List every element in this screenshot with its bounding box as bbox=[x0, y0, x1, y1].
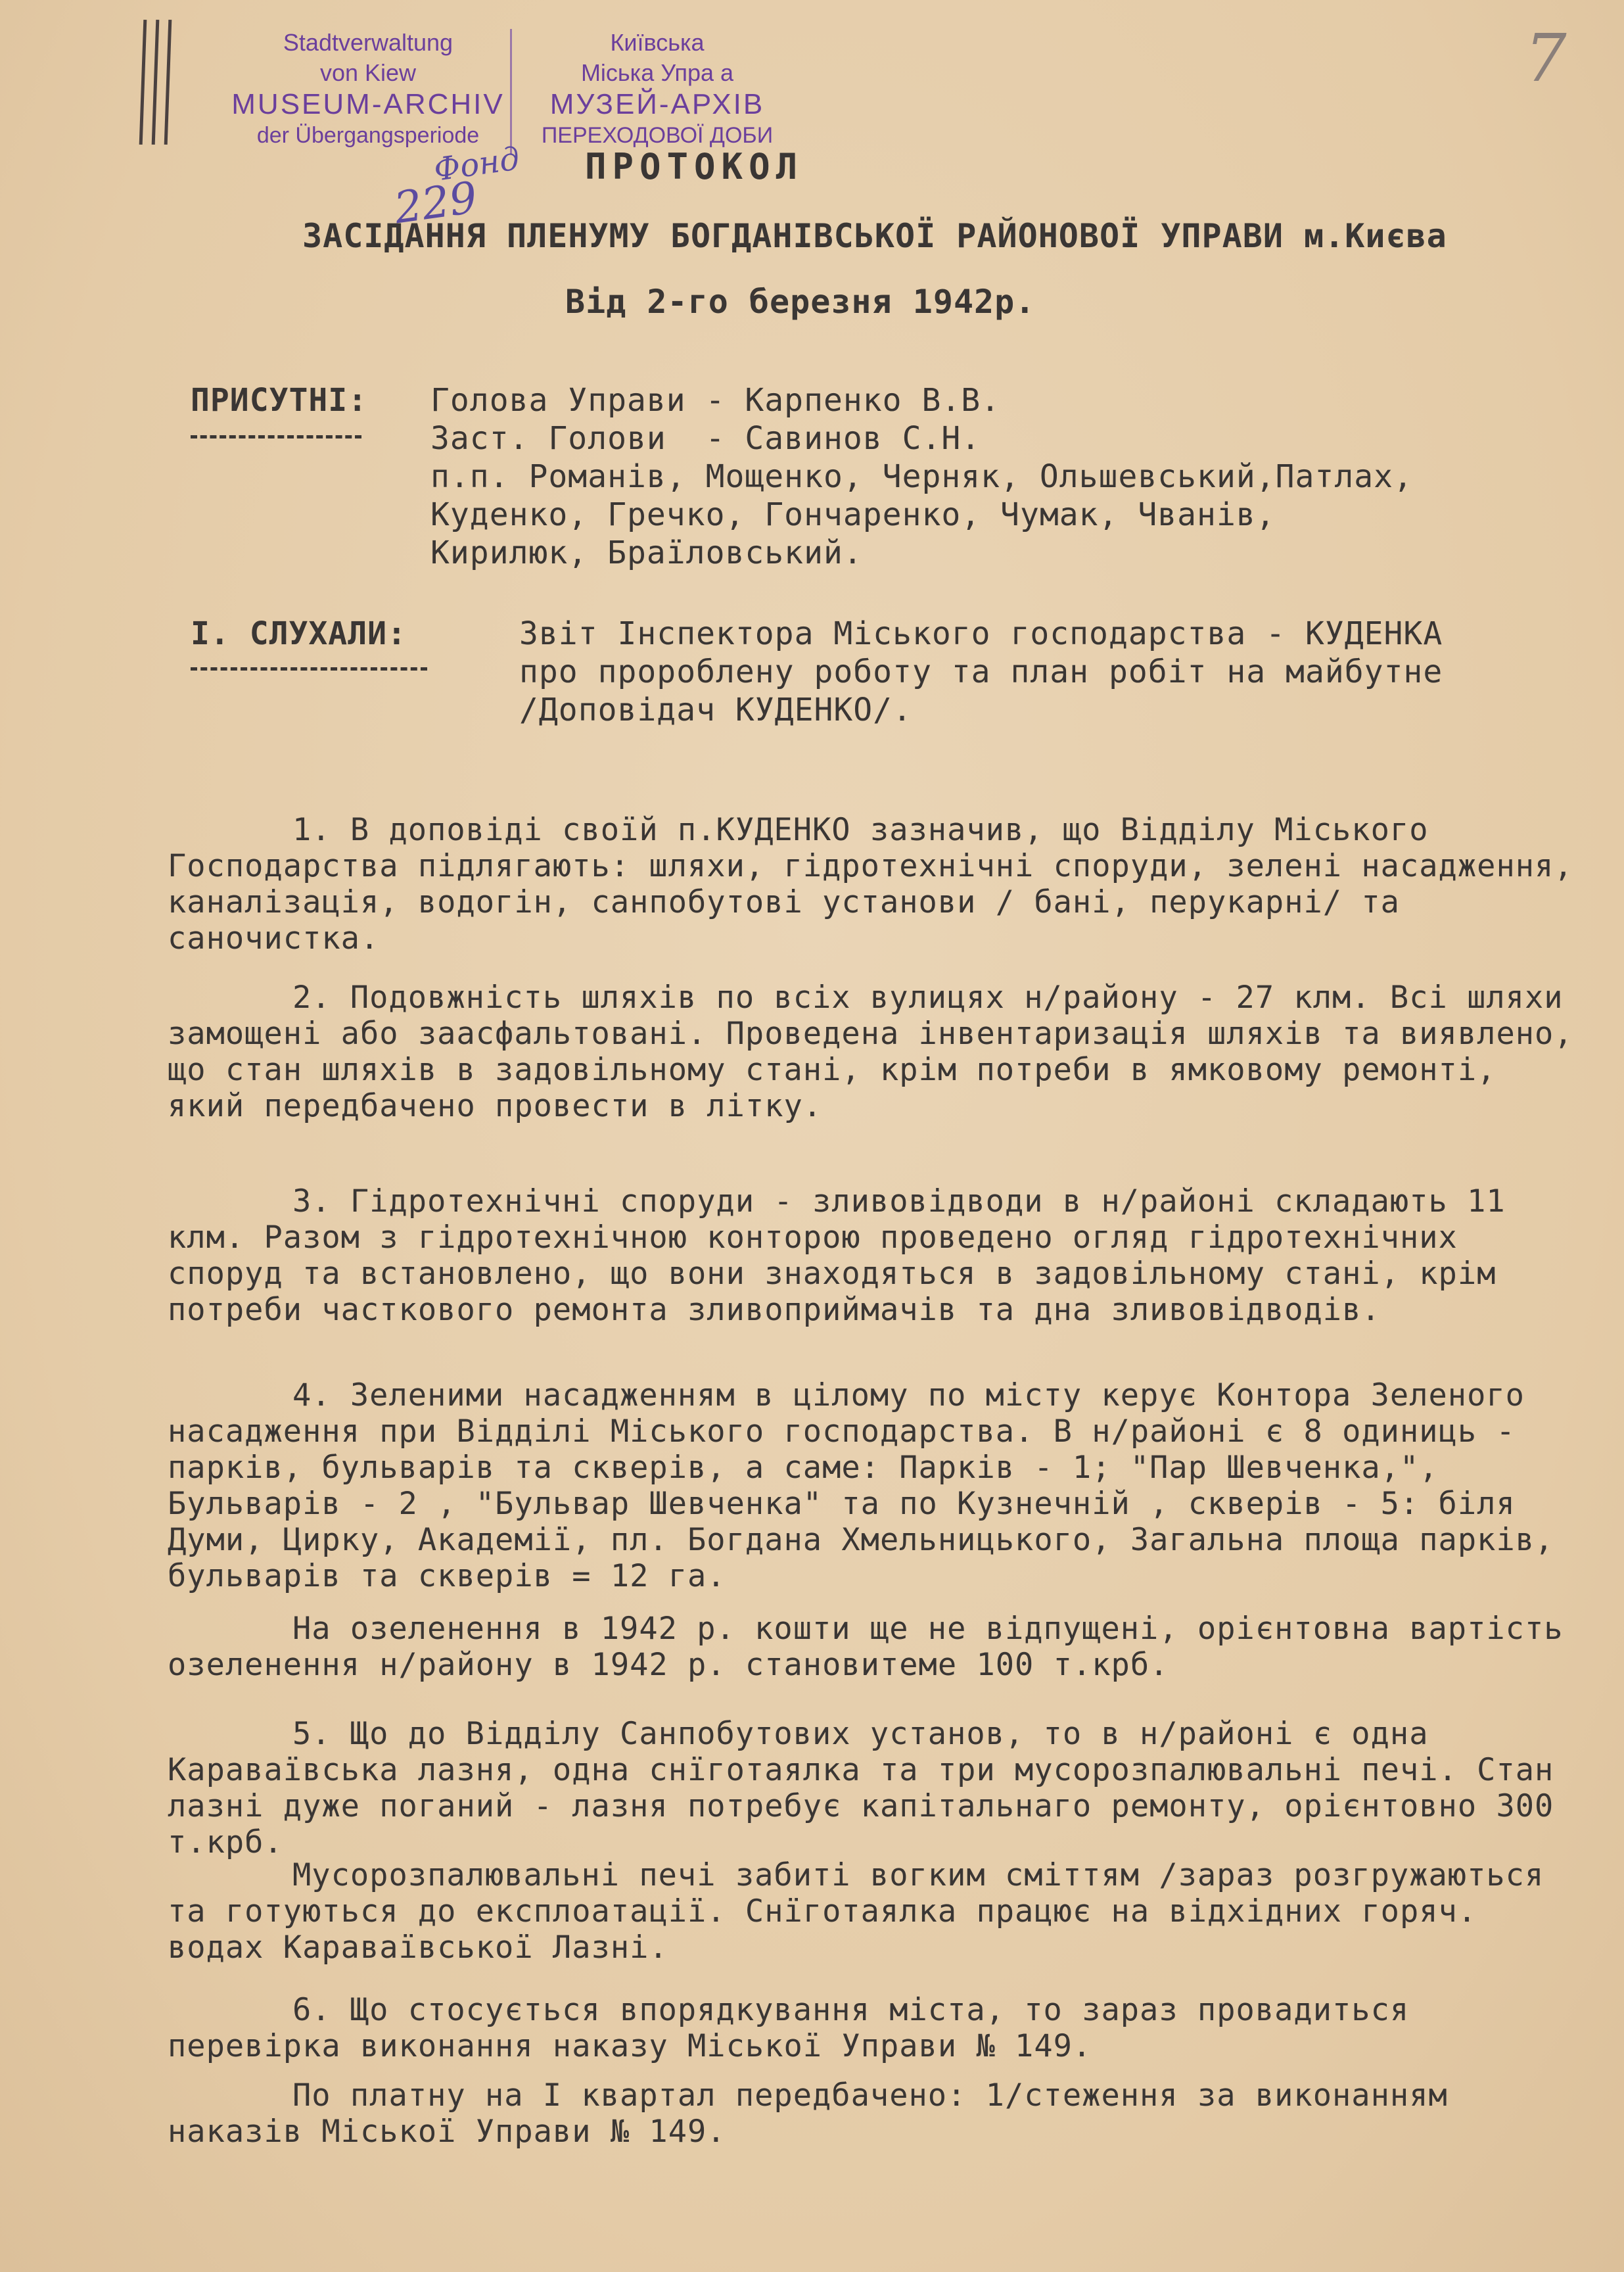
present-line-4: Куденко, Гречко, Гончаренко, Чумак, Чванів, bbox=[430, 496, 1276, 533]
paragraph-6: 6. Що стосується впорядкування міста, то зараз провадиться перевірка виконання наказу Міської Управи № 149. bbox=[168, 1992, 1410, 2064]
paragraph-4-cont: На озеленення в 1942 р. кошти ще не відпущені, орієнтовна вартість озеленення н/району в 1942 р. становитеме 100 т.крб. bbox=[168, 1611, 1564, 1683]
document-subtitle: ЗАСІДАННЯ ПЛЕНУМУ БОГДАНІВСЬКОЇ РАЙОНОВОЇ УПРАВИ м.Києва bbox=[302, 217, 1447, 255]
stamp-ua-line4: ПЕРЕХОДОВОЇ ДОБИ bbox=[541, 123, 774, 148]
heard-line-3: /Доповідач КУДЕНКО/. bbox=[519, 692, 912, 728]
stamp-de-line2: von Kiew bbox=[319, 59, 417, 86]
paragraph-2: 2. Подовжність шляхів по всіх вулицях н/району - 27 клм. Всі шляхи замощені або заасфальтовані. Проведена інвентаризація шляхів та виявлено, що стан шляхів в задовільному стані, крім потреби в ямковому ремонті, який передбачено провести в літку. bbox=[168, 980, 1573, 1124]
heard-underline bbox=[191, 667, 427, 671]
present-line-5: Кирилюк, Браїловський. bbox=[430, 534, 863, 571]
margin-ticks bbox=[141, 20, 179, 147]
stamp-ua-line2: Міська Упра а bbox=[580, 59, 734, 86]
present-label: ПРИСУТНІ: bbox=[191, 382, 368, 419]
paragraph-7: По платну на I квартал передбачено: 1/стеження за виконанням наказів Міської Управи № 149. bbox=[168, 2077, 1448, 2150]
document-title: ПРОТОКОЛ bbox=[585, 146, 804, 187]
handwritten-number: 229 bbox=[391, 172, 480, 234]
heard-line-2: про пророблену роботу та план робіт на майбутне bbox=[519, 653, 1443, 690]
present-line-1: Голова Управи - Карпенко В.В. bbox=[430, 382, 1001, 419]
paragraph-1: 1. В доповіді своїй п.КУДЕНКО зазначив, що Відділу Міського Господарства підлягають: шляхи, гідротехнічні споруди, зелені насадження, каналізація, водогін, санпобутові установи / бані, перукарні/ та саночистка. bbox=[168, 812, 1573, 957]
handwritten-note: Фонд bbox=[431, 140, 522, 189]
archive-stamp-german bbox=[223, 28, 513, 150]
paragraph-5: 5. Що до Відділу Санпобутових установ, то в н/районі є одна Караваївська лазня, одна снїготаялка та три мусорозпалювальні печі. Стан лазні дуже поганий - лазня потребує капітальнаго ремонту, орієнтовно 300 т.крб. bbox=[168, 1716, 1554, 1860]
heard-line-1: Звіт Інспектора Міського господарства - КУДЕНКА bbox=[519, 615, 1443, 652]
folio-number: 7 bbox=[1525, 20, 1567, 97]
document-date: Від 2-го березня 1942р. bbox=[565, 283, 1036, 321]
present-line-2: Заст. Голови - Савинов С.Н. bbox=[430, 420, 981, 457]
present-underline bbox=[191, 435, 361, 438]
paragraph-4: 4. Зеленими насадженням в цілому по місту керує Контора Зеленого насадження при Відділі Міського господарства. В н/районі є 8 одиниць - парків, бульварів та скверів, а саме: Парків - 1; "Пар Шевченка,", Бульварів - 2 , "Бульвар Шевченка" та по Кузнечній , скверів - 5: біля Думи, Цирку, Академії, пл. Богдана Хмельницького, Загальна площа парків, бульварів та скверів = 12 га. bbox=[168, 1377, 1554, 1594]
stamp-ua-line3: МУЗЕЙ-АРХІВ bbox=[549, 88, 765, 120]
stamp-divider bbox=[510, 29, 512, 154]
present-line-3: п.п. Романів, Мощенко, Черняк, Ольшевський,Патлах, bbox=[430, 458, 1413, 495]
stamp-ua-line1: Київська bbox=[610, 29, 705, 56]
stamp-de-line4: der Übergangsperiode bbox=[256, 123, 480, 148]
stamp-de-line1: Stadtverwaltung bbox=[283, 29, 453, 56]
paragraph-3: 3. Гідротехнічні споруди - зливовідводи в н/районі складають 11 клм. Разом з гідротехнічною конторою проведено огляд гідротехнічних споруд та встановлено, що вони знаходяться в задовільному стані, крім потреби часткового ремонта зливоприймачів та дна зливовідводів. bbox=[168, 1183, 1506, 1328]
paragraph-5-cont: Мусорозпалювальні печі забиті вогким сміттям /зараз розгружаються та готуються до експлоатації. Снїготаялка працює на відхідних горяч. водах Караваївської Лазні. bbox=[168, 1857, 1544, 1966]
stamp-de-line3: MUSEUM-ARCHIV bbox=[231, 88, 505, 120]
archive-stamp-ukrainian bbox=[519, 28, 795, 150]
heard-label: I. СЛУХАЛИ: bbox=[191, 615, 407, 652]
